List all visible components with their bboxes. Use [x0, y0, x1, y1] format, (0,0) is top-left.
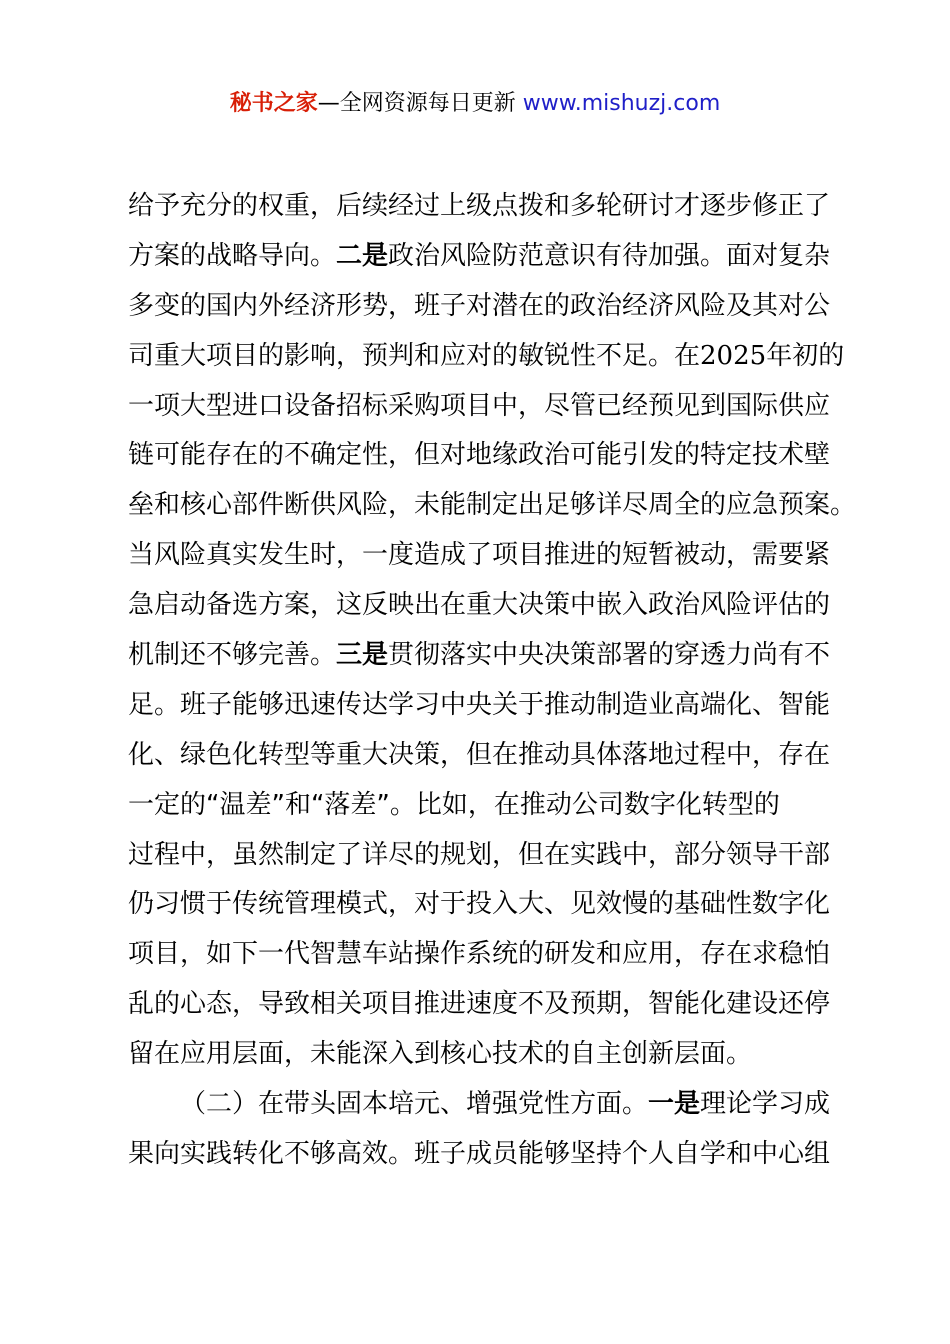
text-run: 贯彻落实中央决策部署的穿透力尚有不 — [388, 640, 831, 671]
text-run: 一定的“温差”和“落差”。比如，在推动公司数字化转型的 — [128, 789, 780, 820]
text-line — [128, 182, 848, 232]
text-line — [128, 481, 857, 531]
text-run: 仍习惯于传统管理模式，对于投入大、见效慢的基础性数字化 — [128, 889, 831, 920]
text-run: 给予充分的权重，后续经过上级点拨和多轮研讨才逐步修正了 — [128, 191, 831, 221]
text-line — [128, 1030, 848, 1080]
header-slogan: —全网资源每日更新 — [317, 91, 523, 116]
text-run: 政治风险防范意识有待加强。面对复杂 — [388, 240, 831, 271]
text-line — [128, 631, 848, 681]
text-line — [128, 581, 848, 631]
text-run: 多变的国内外经济形势，班子对潜在的政治经济风险及其对公 — [128, 290, 831, 321]
text-line — [128, 382, 848, 432]
text-run: 方案的战略导向。 — [128, 240, 337, 271]
text-run: 当风险真实发生时，一度造成了项目推进的短暂被动，需要紧 — [128, 540, 831, 571]
text-run: 链可能存在的不确定性，但对地缘政治可能引发的特定技术壁 — [128, 440, 831, 471]
text-line — [128, 781, 848, 831]
bold-lead-phrase: 一是 — [648, 1089, 701, 1120]
text-run: 急启动备选方案，这反映出在重大决策中嵌入政治风险评估的 — [128, 590, 831, 621]
text-run: 乱的心态，导致相关项目推进速度不及预期，智能化建设还停 — [128, 989, 831, 1020]
text-run: 留在应用层面，未能深入到核心技术的自主创新层面。 — [128, 1039, 753, 1070]
text-run: 过程中，虽然制定了详尽的规划，但在实践中，部分领导干部 — [128, 839, 831, 870]
text-run: 项目，如下一代智慧车站操作系统的研发和应用，存在求稳怕 — [128, 939, 831, 970]
text-run: （二）在带头固本培元、增强党性方面。 — [180, 1089, 649, 1120]
text-run: 机制还不够完善。 — [128, 640, 337, 671]
text-line — [128, 681, 848, 731]
text-run: 司重大项目的影响，预判和应对的敏锐性不足。在 — [128, 340, 701, 371]
document-body — [128, 182, 857, 1180]
text-run: 理论学习成 — [700, 1089, 831, 1120]
text-line — [128, 831, 848, 881]
text-line — [128, 731, 848, 781]
text-line — [128, 431, 848, 481]
header-brand: 秘书之家 — [229, 91, 318, 116]
text-run: 2025 — [700, 340, 767, 371]
text-line — [128, 531, 848, 581]
text-run: 年初的 — [766, 340, 845, 371]
text-line — [128, 1130, 848, 1180]
bold-lead-phrase: 二是 — [336, 240, 389, 271]
text-run: 果向实践转化不够高效。班子成员能够坚持个人自学和中心组 — [128, 1138, 831, 1169]
text-line — [128, 980, 848, 1030]
bold-lead-phrase: 三是 — [336, 640, 389, 671]
text-line — [128, 930, 848, 980]
text-line — [128, 1080, 848, 1130]
header-url-link[interactable]: www.mishuzj.com — [522, 91, 721, 116]
text-line — [128, 232, 848, 282]
text-run: 化、绿色化转型等重大决策，但在推动具体落地过程中，存在 — [128, 739, 831, 770]
text-line — [128, 282, 848, 332]
text-line — [128, 332, 848, 382]
text-run: 一项大型进口设备招标采购项目中，尽管已经预见到国际供应 — [128, 390, 831, 421]
text-run: 足。班子能够迅速传达学习中央关于推动制造业高端化、智能 — [128, 689, 831, 720]
text-run: 垒和核心部件断供风险，未能制定出足够详尽周全的应急预案。 — [128, 490, 857, 521]
text-line — [128, 880, 848, 930]
page-header — [0, 86, 950, 122]
